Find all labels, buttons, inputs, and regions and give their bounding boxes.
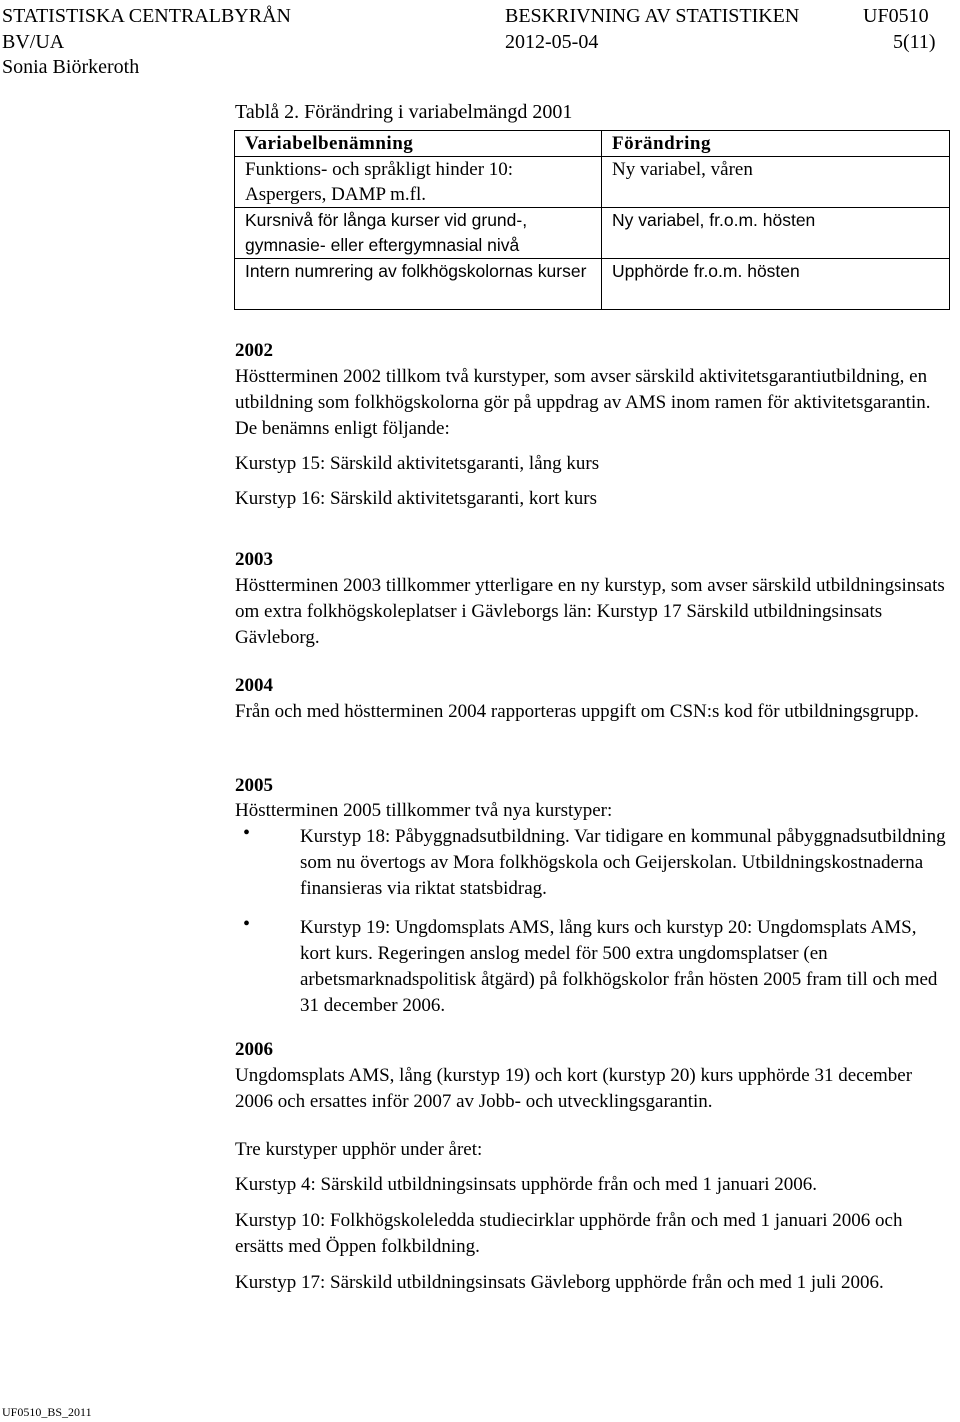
- paragraph-2006-intro: Ungdomsplats AMS, lång (kurstyp 19) och kort (kurstyp 20) kurs upphörde 31 december 2006 och ersattes inför 2007 av Jobb- och utvecklingsgarantin.: [235, 1065, 913, 1112]
- paragraph-kurstyp-16: Kurstyp 16: Särskild aktivitetsgaranti, kort kurs: [235, 488, 598, 509]
- table-header-row: [235, 131, 950, 157]
- year-heading-2003: 2003: [235, 549, 273, 570]
- year-heading-2002: 2002: [235, 340, 273, 361]
- header-org: STATISTISKA CENTRALBYRÅN: [2, 5, 291, 27]
- header-date: 2012-05-04: [505, 31, 599, 53]
- year-heading-2005: 2005: [235, 775, 273, 796]
- header-dept: BV/UA: [2, 31, 65, 53]
- variable-change-table: [234, 130, 950, 310]
- header-page-number: 5(11): [893, 31, 936, 53]
- header-author: Sonia Biörkeroth: [2, 56, 140, 78]
- table-row: [235, 157, 950, 208]
- paragraph-2004: Från och med höstterminen 2004 rapporteras uppgift om CSN:s kod för utbildningsgrupp.: [235, 701, 919, 722]
- table-cell-variable: Intern numrering av folkhögskolornas kurser: [235, 259, 602, 310]
- col-header-variable: Variabelbenämning: [235, 131, 602, 157]
- table-caption: Tablå 2. Förändring i variabelmängd 2001: [235, 101, 573, 123]
- header-doc-code: UF0510: [863, 5, 929, 27]
- col-header-change: Förändring: [602, 131, 950, 157]
- table-cell-change: Upphörde fr.o.m. hösten: [602, 259, 950, 310]
- table-cell-change: Ny variabel, fr.o.m. hösten: [602, 208, 950, 259]
- paragraph-2003: Höstterminen 2003 tillkommer ytterligare en ny kurstyp, som avser särskild utbildningsinsats om extra folkhögskoleplatser i Gävleborgs län: Kurstyp 17 Särskild utbildningsinsats Gävleborg.: [235, 575, 945, 648]
- paragraph-2002-intro: Höstterminen 2002 tillkom två kurstyper, som avser särskild aktivitetsgarantiutbildning, en utbildning som folkhögskolorna gör på uppdrag av AMS inom ramen för aktivitetsgarantin. De benämns enligt följande:: [235, 366, 931, 439]
- footer-doc-id: UF0510_BS_2011: [2, 1405, 92, 1419]
- table-cell-variable: Kursnivå för långa kurser vid grund-, gymnasie- eller eftergymnasial nivå: [235, 208, 602, 259]
- bullet-icon: •: [243, 913, 251, 935]
- bullet-icon: •: [243, 822, 251, 844]
- header-doc-type: BESKRIVNING AV STATISTIKEN: [505, 5, 800, 27]
- year-heading-2006: 2006: [235, 1039, 273, 1060]
- table-cell-variable: Funktions- och språkligt hinder 10: Aspergers, DAMP m.fl.: [235, 157, 602, 208]
- paragraph-kurstyp-4: Kurstyp 4: Särskild utbildningsinsats upphörde från och med 1 januari 2006.: [235, 1174, 818, 1195]
- paragraph-2005-intro: Höstterminen 2005 tillkommer två nya kurstyper:: [235, 800, 613, 821]
- paragraph-2006-three-types: Tre kurstyper upphör under året:: [235, 1139, 483, 1160]
- bullet-item-kurstyp-18: Kurstyp 18: Påbyggnadsutbildning. Var tidigare en kommunal påbyggnadsutbildning som nu övertogs av Mora folkhögskola och Geijerskolan. Utbildningskostnaderna finansieras via riktat statsbidrag.: [300, 826, 946, 899]
- table-row: [235, 208, 950, 259]
- paragraph-kurstyp-15: Kurstyp 15: Särskild aktivitetsgaranti, lång kurs: [235, 453, 600, 474]
- bullet-item-kurstyp-19-20: Kurstyp 19: Ungdomsplats AMS, lång kurs och kurstyp 20: Ungdomsplats AMS, kort kurs. Regeringen anslog medel för 500 extra ungdomsplatser (en arbetsmarknadspolitisk åtgärd) på folkhögskolor från hösten 2005 fram till och med 31 december 2006.: [300, 917, 938, 1016]
- paragraph-kurstyp-17: Kurstyp 17: Särskild utbildningsinsats Gävleborg upphörde från och med 1 juli 2006.: [235, 1272, 884, 1293]
- table-row: [235, 259, 950, 310]
- paragraph-kurstyp-10: Kurstyp 10: Folkhögskoleledda studiecirklar upphörde från och med 1 januari 2006 och ersätts med Öppen folkbildning.: [235, 1210, 903, 1257]
- year-heading-2004: 2004: [235, 675, 273, 696]
- table-cell-change: Ny variabel, våren: [602, 157, 950, 208]
